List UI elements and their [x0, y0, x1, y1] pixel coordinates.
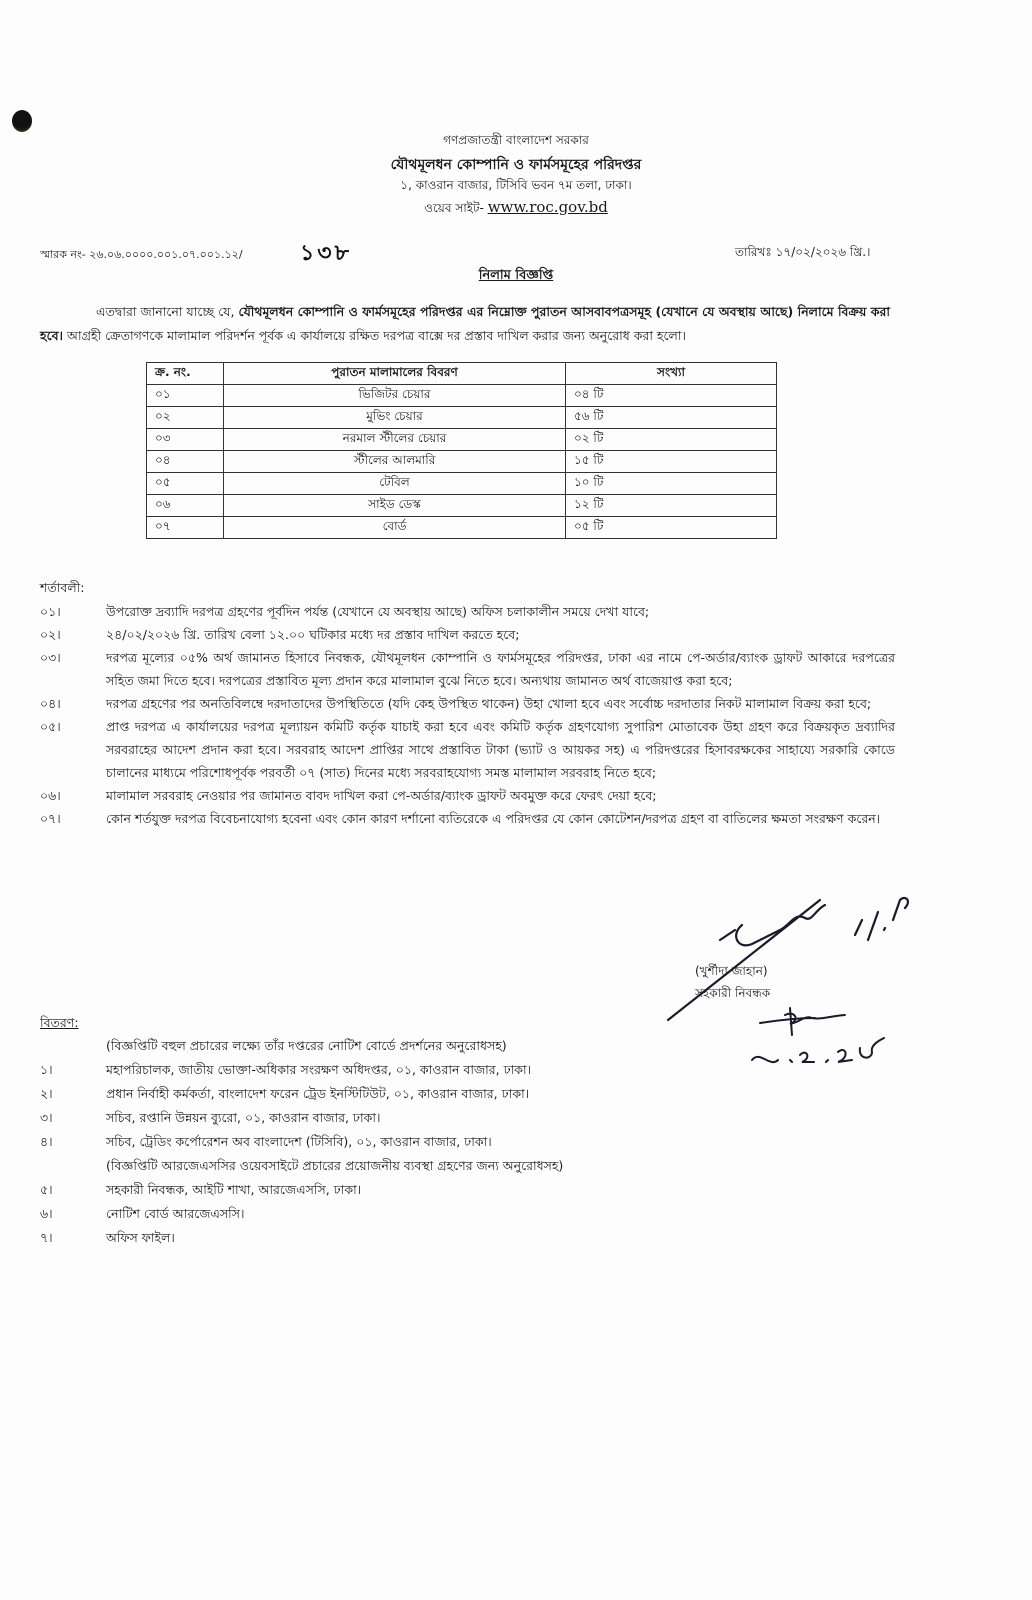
memo-date: তারিখঃ ১৭/০২/২০২৬ খ্রি.। [735, 245, 871, 259]
term-text: প্রাপ্ত দরপত্র এ কার্যালয়ের দরপত্র মূল্যায়ন কমিটি কর্তৃক যাচাই করা হবে এবং কমিটি কর্তৃক গ্রহণযোগ্য সুপারিশ মোতাবেক উহা গ্রহণ করে বিক্রয়কৃত দ্রব্যাদির সরবরাহের আদেশ প্রদান করা হবে। সরবরাহ আদেশ প্রাপ্তির সাথে প্রস্তাবিত টাকা (ভ্যাট ও আয়কর সহ) এ পরিদপ্তরের হিসাবরক্ষকের সাহায্যে সরকারি কোডে চালানের মাধ্যমে পরিশোধপূর্বক পরবর্তী ০৭ (সাত) দিনের মধ্যে সরবরাহযোগ্য সমস্ত মালামাল সরবরাহ নিতে হবে; [106, 719, 895, 780]
cell-serial: ০৭ [147, 517, 224, 539]
item-number: ৬। [40, 1206, 53, 1221]
intro-bold-text: যৌথমূলধন কোম্পানি ও ফার্মসমূহের পরিদপ্তর এর নিম্নোক্ত পুরাতন আসবাবপত্রসমূহ (যেখানে যে অবস্থায় আছে) নিলামে বিক্রয় করা হবে। [40, 304, 890, 343]
term-text: মালামাল সরবরাহ নেওয়ার পর জামানত বাবদ দাখিল করা পে-অর্ডার/ব্যাংক ড্রাফট অবমুক্ত করে ফেরৎ দেয়া হবে; [106, 788, 657, 803]
terms-title: শর্তাবলী: [40, 580, 85, 595]
cell-description: মুভিং চেয়ার [224, 407, 566, 429]
distribution-note [40, 1154, 680, 1178]
distribution-list [40, 1034, 680, 1250]
website-label: ওয়েব সাইট- [424, 201, 484, 215]
distribution-note-text: (বিজ্ঞপ্তিটি বহুল প্রচারের লক্ষ্যে তাঁর দপ্তরের নোটিশ বোর্ডে প্রদর্শনের অনুরোধসহ) [106, 1038, 507, 1053]
government-name: গণপ্রজাতন্ত্রী বাংলাদেশ সরকার [443, 133, 589, 147]
item-number: ৭। [40, 1230, 53, 1245]
item-text: সচিব, রপ্তানি উন্নয়ন ব্যুরো, ০১, কাওরান বাজার, ঢাকা। [106, 1110, 381, 1125]
cell-quantity: ০৪ টি [566, 385, 777, 407]
item-number: ৪। [40, 1134, 53, 1149]
header-serial: ক্র. নং. [147, 363, 224, 385]
distribution-note [40, 1034, 680, 1058]
term-number: ০৫। [40, 719, 61, 734]
header-quantity: সংখ্যা [566, 363, 777, 385]
term-number: ০৬। [40, 788, 61, 803]
item-text: সহকারী নিবন্ধক, আইটি শাখা, আরজেএসসি, ঢাকা। [106, 1182, 362, 1197]
organization-address: ১, কাওরান বাজার, টিসিবি ভবন ৭ম তলা, ঢাকা। [400, 178, 632, 192]
item-text: মহাপরিচালক, জাতীয় ভোক্তা-অধিকার সংরক্ষণ অধিদপ্তর, ০১, কাওরান বাজার, ঢাকা। [106, 1062, 532, 1077]
cell-serial: ০২ [147, 407, 224, 429]
website-link[interactable]: www.roc.gov.bd [487, 198, 608, 216]
item-text: সচিব, ট্রেডিং কর্পোরেশন অব বাংলাদেশ (টিসিবি), ০১, কাওরান বাজার, ঢাকা। [106, 1134, 492, 1149]
cell-serial: ০৪ [147, 451, 224, 473]
item-number: ২। [40, 1086, 53, 1101]
item-text: নোটিশ বোর্ড আরজেএসসি। [106, 1206, 245, 1221]
list-item [40, 1130, 680, 1154]
signatory-designation: সহকারী নিবন্ধক [695, 986, 771, 1000]
list-item [40, 1178, 680, 1202]
term-number: ০২। [40, 627, 61, 642]
list-item [40, 1058, 680, 1082]
signatory-name: (খুর্শীদা জাহান) [695, 964, 768, 978]
cell-description: ভিজিটর চেয়ার [224, 385, 566, 407]
term-text: দরপত্র মূল্যের ০৫% অর্থ জামানত হিসাবে নিবন্ধক, যৌথমূলধন কোম্পানি ও ফার্মসমূহের পরিদপ্তর, ঢাকা এর নামে পে-অর্ডার/ব্যাংক ড্রাফট আকারে দরপত্রের সহিত জমা দিতে হবে। দরপত্রের প্রস্তাবিত মূল্য প্রদান করে মালামাল বুঝে নিতে হবে। অন্যথায় জামানত অর্থ বাজেয়াপ্ত করা হবে; [106, 650, 895, 688]
cell-serial: ০৬ [147, 495, 224, 517]
distribution-title: বিতরণ: [40, 1015, 79, 1030]
cell-serial: ০৩ [147, 429, 224, 451]
intro-text-end: আগ্রহী ক্রেতাগণকে মালামাল পরিদর্শন পূর্বক এ কার্যালয়ে রক্ষিত দরপত্র বাক্সে দর প্রস্তাব দাখিল করার জন্য অনুরোধ করা হলো। [63, 328, 686, 343]
notice-title: নিলাম বিজ্ঞপ্তি [478, 268, 554, 283]
item-number: ১। [40, 1062, 53, 1077]
initial-signature [752, 1008, 884, 1062]
reference-label: স্মারক নং- [40, 248, 86, 261]
cell-serial: ০১ [147, 385, 224, 407]
term-text: কোন শর্তযুক্ত দরপত্র বিবেচনাযোগ্য হবেনা এবং কোন কারণ দর্শানো ব্যতিরেকে এ পরিদপ্তর যে কোন কোটেশন/দরপত্র গ্রহণ বা বাতিলের ক্ষমতা সংরক্ষণ করেন। [106, 811, 881, 826]
item-text: অফিস ফাইল। [106, 1230, 175, 1245]
cell-quantity: ০৫ টি [566, 517, 777, 539]
signatory-block [695, 960, 770, 1004]
term-number: ০৪। [40, 696, 61, 711]
item-number: ৫। [40, 1182, 53, 1197]
list-item [40, 1202, 680, 1226]
cell-quantity: ০২ টি [566, 429, 777, 451]
cell-description: নরমাল স্টীলের চেয়ার [224, 429, 566, 451]
cell-serial: ০৫ [147, 473, 224, 495]
list-item [40, 1226, 680, 1250]
item-number: ৩। [40, 1110, 53, 1125]
term-text: ২৪/০২/২০২৬ খ্রি. তারিখ বেলা ১২.০০ ঘটিকার মধ্যে দর প্রস্তাব দাখিল করতে হবে; [106, 627, 520, 642]
reference-number: ২৬.০৬.০০০০.০০১.০৭.০০১.১২/ [89, 248, 243, 261]
cell-quantity: ১২ টি [566, 495, 777, 517]
term-number: ০১। [40, 604, 61, 619]
term-text: উপরোক্ত দ্রব্যাদি দরপত্র গ্রহণের পূর্বদিন পর্যন্ত (যেখানে যে অবস্থায় আছে) অফিস চলাকালীন সময়ে দেখা যাবে; [106, 604, 650, 619]
intro-text-start: এতদ্বারা জানানো যাচ্ছে যে, [96, 304, 239, 319]
cell-quantity: ১০ টি [566, 473, 777, 495]
list-item [40, 1082, 680, 1106]
organization-name: যৌথমূলধন কোম্পানি ও ফার্মসমূহের পরিদপ্তর [390, 157, 642, 173]
cell-description: সাইড ডেস্ক [224, 495, 566, 517]
term-text: দরপত্র গ্রহণের পর অনতিবিলম্বে দরদাতাদের উপস্থিতিতে (যদি কেহ উপস্থিত থাকেন) উহা খোলা হবে এবং সর্বোচ্চ দরদাতার নিকট মালামাল বিক্রয় করা হবে; [106, 696, 872, 711]
distribution-note-text: (বিজ্ঞপ্তিটি আরজেএসসির ওয়েবসাইটে প্রচারের প্রয়োজনীয় ব্যবস্থা গ্রহণের জন্য অনুরোধসহ) [106, 1158, 564, 1173]
item-text: প্রধান নির্বাহী কর্মকর্তা, বাংলাদেশ ফরেন ট্রেড ইনস্টিটিউট, ০১, কাওরান বাজার, ঢাকা। [106, 1086, 530, 1101]
cell-description: টেবিল [224, 473, 566, 495]
term-number: ০৩। [40, 650, 61, 665]
handwritten-memo-number: ১৩৮ [300, 240, 352, 266]
cell-quantity: ১৫ টি [566, 451, 777, 473]
cell-description: বোর্ড [224, 517, 566, 539]
header-description: পুরাতন মালামালের বিবরণ [224, 363, 566, 385]
list-item [40, 1106, 680, 1130]
cell-description: স্টীলের আলমারি [224, 451, 566, 473]
term-number: ০৭। [40, 811, 61, 826]
cell-quantity: ৫৬ টি [566, 407, 777, 429]
